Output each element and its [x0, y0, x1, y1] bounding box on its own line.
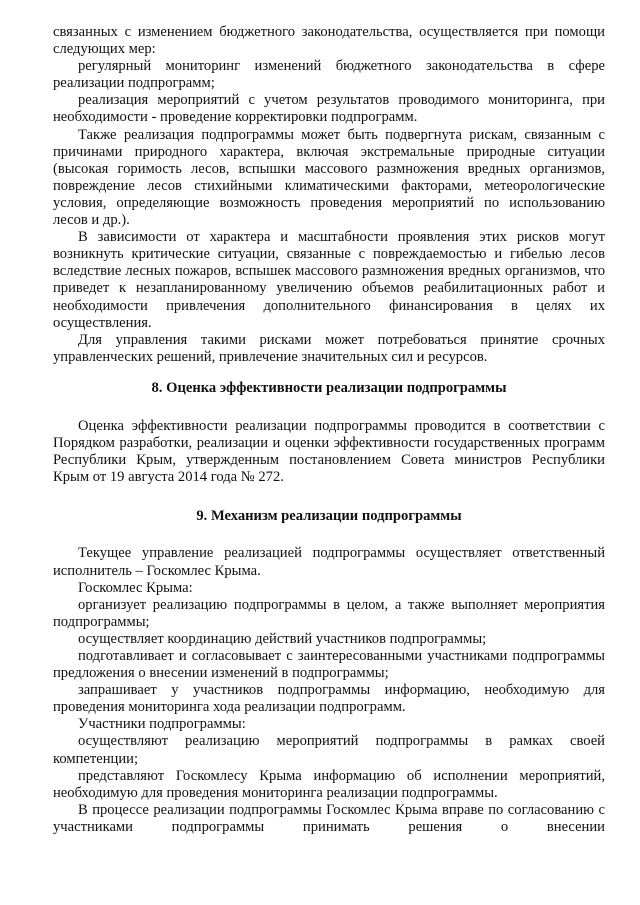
section-heading-8: 8. Оценка эффективности реализации подпрограммы: [151, 379, 507, 396]
paragraph: Оценка эффективности реализации подпрограммы проводится в соответствии с Порядком разработки, реализации и оценки эффективности государственных программ Республики Крым, утвержденным постановлением Совета министров Республики Крым от 19 августа 2014 года № 272.: [53, 417, 605, 486]
document-page: [53, 24, 605, 836]
paragraph: организует реализацию подпрограммы в целом, а также выполняет мероприятия подпрограммы;: [53, 596, 605, 630]
paragraph: Также реализация подпрограммы может быть подвергнута рискам, связанным с причинами природного характера, включая экстремальные природные ситуации (высокая горимость лесов, вспышки массового размножения вредных организмов, повреждение лесов стихийными климатическими факторами, метеорологические условия, определяющие возможность проведения мероприятий по использованию лесов и др.).: [53, 126, 605, 229]
paragraph: осуществляет координацию действий участников подпрограммы;: [78, 630, 487, 647]
paragraph: Участники подпрограммы:: [78, 716, 246, 733]
paragraph: связанных с изменением бюджетного законодательства, осуществляется при помощи следующих мер:: [53, 24, 605, 58]
paragraph: Текущее управление реализацией подпрограммы осуществляет ответственный исполнитель – Госкомлес Крыма.: [53, 545, 605, 579]
section-heading-9: 9. Механизм реализации подпрограммы: [196, 508, 462, 525]
paragraph: представляют Госкомлесу Крыма информацию об исполнении мероприятий, необходимую для проведения мониторинга реализации подпрограммы.: [53, 767, 605, 801]
paragraph: В процессе реализации подпрограммы Госкомлес Крыма вправе по согласованию с участниками подпрограммы принимать решения о внесении: [53, 801, 605, 835]
paragraph: Госкомлес Крыма:: [78, 579, 193, 596]
paragraph: реализация мероприятий с учетом результатов проводимого мониторинга, при необходимости - проведение корректировки подпрограмм.: [53, 92, 605, 126]
paragraph: подготавливает и согласовывает с заинтересованными участниками подпрограммы предложения о внесении изменений в подпрограммы;: [53, 648, 605, 682]
paragraph: В зависимости от характера и масштабности проявления этих рисков могут возникнуть критические ситуации, связанные с повреждаемостью и гибелью лесов вследствие лесных пожаров, вспышек массового размножения вредных организмов, что приведет к незапланированному увеличению объемов реабилитационных работ и необходимости привлечения дополнительного финансирования в целях их осуществления.: [53, 229, 605, 331]
paragraph: регулярный мониторинг изменений бюджетного законодательства в сфере реализации подпрограмм;: [53, 58, 605, 92]
paragraph: запрашивает у участников подпрограммы информацию, необходимую для проведения мониторинга хода реализации подпрограмм.: [53, 682, 605, 716]
paragraph: Для управления такими рисками может потребоваться принятие срочных управленческих решений, привлечение значительных сил и ресурсов.: [53, 331, 605, 365]
paragraph: осуществляют реализацию мероприятий подпрограммы в рамках своей компетенции;: [53, 733, 605, 767]
